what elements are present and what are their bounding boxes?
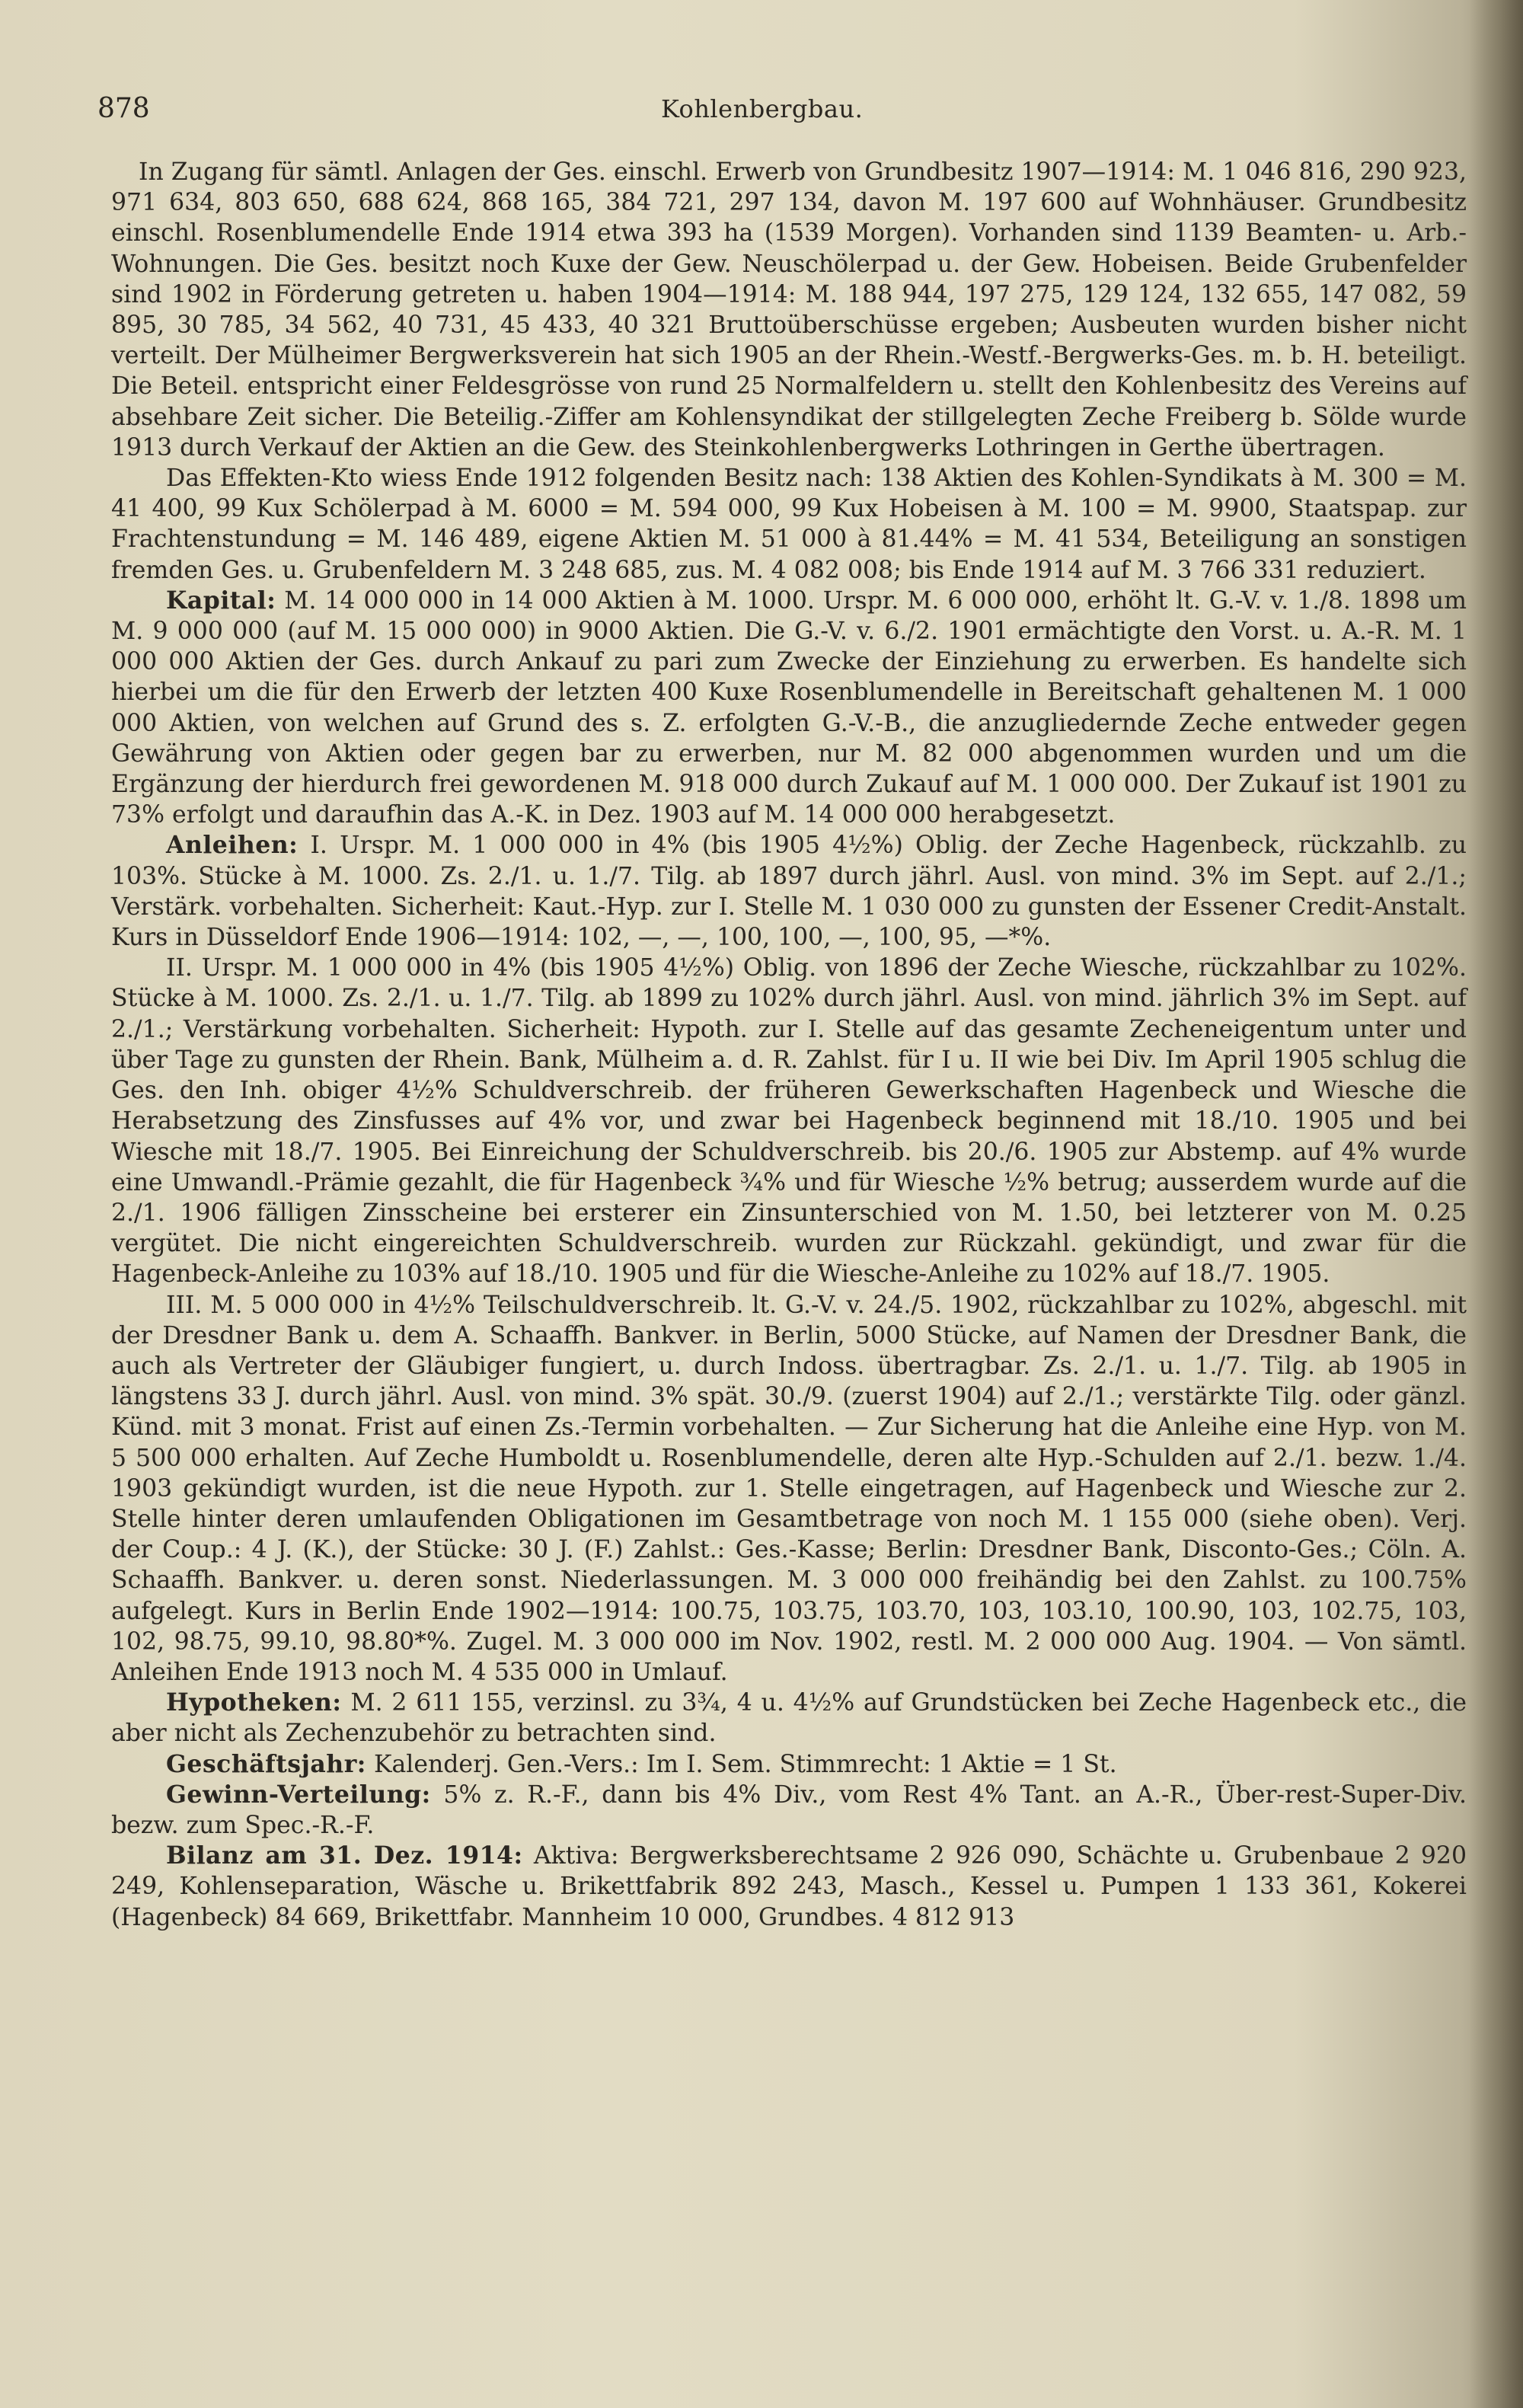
- page-edge-shadow: [1470, 0, 1523, 2408]
- paragraph-bilanz: [111, 1841, 1467, 1933]
- paragraph-hypotheken: [111, 1688, 1467, 1749]
- paragraph-kapital: [111, 586, 1467, 831]
- page-header: [97, 93, 1468, 139]
- paragraph-anleihen-i: [111, 830, 1467, 953]
- paragraph-label: Hypotheken:: [166, 1688, 342, 1717]
- paragraph-effekten: [111, 463, 1467, 586]
- running-title: Kohlenbergbau.: [661, 94, 864, 123]
- paragraph-text: III. M. 5 000 000 in 4½% Teilschuldverschreib. lt. G.-V. v. 24./5. 1902, rückzahlbar zu 102%, abgeschl. mit der Dresdner Bank u. dem A. Schaaffh. Bankver. in Berlin, 5000 Stücke, auf Namen der Dresdner Bank, die auch als Vertreter der Gläubiger fungiert, u. durch Indoss. übertragbar. Zs. 2./1. u. 1./7. Tilg. ab 1905 in längstens 33 J. durch jährl. Ausl. von mind. 3% spät. 30./9. (zuerst 1904) auf 2./1.; verstärkte Tilg. oder gänzl. Künd. mit 3 monat. Frist auf einen Zs.-Termin vorbehalten. — Zur Sicherung hat die Anleihe eine Hyp. von M. 5 500 000 erhalten. Auf Zeche Humboldt u. Rosenblumendelle, deren alte Hyp.-Schulden auf 2./1. bezw. 1./4. 1903 gekündigt wurden, ist die neue Hypoth. zur 1. Stelle eingetragen, auf Hagenbeck und Wiesche zur 2. Stelle hinter deren umlaufenden Obligationen im Gesamtbetrage von noch M. 1 155 000 (siehe oben). Verj. der Coup.: 4 J. (K.), der Stücke: 30 J. (F.) Zahlst.: Ges.-Kasse; Berlin: Dresdner Bank, Disconto-Ges.; Cöln. A. Schaaffh. Bankver. u. deren sonst. Niederlassungen. M. 3 000 000 freihändig bei den Zahlst. zu 100.75% aufgelegt. Kurs in Berlin Ende 1902—1914: 100.75, 103.75, 103.70, 103, 103.10, 100.90, 103, 102.75, 103, 102, 98.75, 99.10, 98.80*%. Zugel. M. 3 000 000 im Nov. 1902, restl. M. 2 000 000 Aug. 1904. — Von sämtl. Anleihen Ende 1913 noch M. 4 535 000 in Umlauf.: [111, 1291, 1467, 1686]
- paragraph-zugang: [111, 157, 1467, 463]
- paragraph-text: I. Urspr. M. 1 000 000 in 4% (bis 1905 4½%) Oblig. der Zeche Hagenbeck, rückzahlb. zu 103%. Stücke à M. 1000. Zs. 2./1. u. 1./7. Tilg. ab 1897 durch jährl. Ausl. von mind. 3% im Sept. auf 2./1.; Verstärk. vorbehalten. Sicherheit: Kaut.-Hyp. zur I. Stelle M. 1 030 000 zu gunsten der Essener Credit-Anstalt. Kurs in Düsseldorf Ende 1906—1914: 102, —, —, 100, 100, —, 100, 95, —*%.: [111, 832, 1467, 952]
- paragraph-text: M. 14 000 000 in 14 000 Aktien à M. 1000. Urspr. M. 6 000 000, erhöht lt. G.-V. v. 1./8. 1898 um M. 9 000 000 (auf M. 15 000 000) in 9000 Aktien. Die G.-V. v. 6./2. 1901 ermächtigte den Vorst. u. A.-R. M. 1 000 000 Aktien der Ges. durch Ankauf zu pari zum Zwecke der Einziehung zu erwerben. Es handelte sich hierbei um die für den Erwerb der letzten 400 Kuxe Rosenblumendelle in Bereitschaft gehaltenen M. 1 000 000 Aktien, von welchen auf Grund des s. Z. erfolgten G.-V.-B., die anzugliedernde Zeche entweder gegen Gewährung von Aktien oder gegen bar zu erwerben, nur M. 82 000 abgenommen wurden und um die Ergänzung der hierdurch frei gewordenen M. 918 000 durch Zukauf auf M. 1 000 000. Der Zukauf ist 1901 zu 73% erfolgt und daraufhin das A.-K. in Dez. 1903 auf M. 14 000 000 herabgesetzt.: [111, 586, 1467, 829]
- paragraph-geschaeftsjahr: [111, 1749, 1467, 1780]
- paragraph-text: Aktiva: Bergwerksberechtsame 2 926 090, Schächte u. Grubenbaue 2 920 249, Kohlenseparation, Wäsche u. Brikettfabrik 892 243, Masch., Kessel u. Pumpen 1 133 361, Kokerei (Hagenbeck) 84 669, Brikettfabr. Mannheim 10 000, Grundbes. 4 812 913: [111, 1842, 1467, 1931]
- paragraph-label: Bilanz am 31. Dez. 1914:: [166, 1841, 523, 1870]
- paragraph-label: Kapital:: [166, 586, 276, 615]
- paragraph-label: Anleihen:: [166, 831, 299, 860]
- paragraph-label: Geschäftsjahr:: [166, 1749, 366, 1778]
- paragraph-text: Kalenderj. Gen.-Vers.: Im I. Sem. Stimmrecht: 1 Aktie = 1 St.: [373, 1750, 1117, 1778]
- paragraph-text: Das Effekten-Kto wiess Ende 1912 folgenden Besitz nach: 138 Aktien des Kohlen-Syndikats à M. 300 = M. 41 400, 99 Kux Schölerpad à M. 6000 = M. 594 000, 99 Kux Hobeisen à M. 100 = M. 9900, Staatspap. zur Frachtenstundung = M. 146 489, eigene Aktien M. 51 000 à 81.44% = M. 41 534, Beteiligung an sonstigen fremden Ges. u. Grubenfeldern M. 3 248 685, zus. M. 4 082 008; bis Ende 1914 auf M. 3 766 331 reduziert.: [111, 465, 1467, 584]
- paragraph-text: In Zugang für sämtl. Anlagen der Ges. einschl. Erwerb von Grundbesitz 1907—1914: M. 1 046 816, 290 923, 971 634, 803 650, 688 624, 868 165, 384 721, 297 134, davon M. 197 600 auf Wohnhäuser. Grundbesitz einschl. Rosenblumendelle Ende 1914 etwa 393 ha (1539 Morgen). Vorhanden sind 1139 Beamten- u. Arb.-Wohnungen. Die Ges. besitzt noch Kuxe der Gew. Neuschölerpad u. der Gew. Hobeisen. Beide Grubenfelder sind 1902 in Förderung getreten u. haben 1904—1914: M. 188 944, 197 275, 129 124, 132 655, 147 082, 59 895, 30 785, 34 562, 40 731, 45 433, 40 321 Bruttoüberschüsse ergeben; Ausbeuten wurden bisher nicht verteilt. Der Mülheimer Bergwerksverein hat sich 1905 an der Rhein.-Westf.-Bergwerks-Ges. m. b. H. beteiligt. Die Beteil. entspricht einer Feldesgrösse von rund 25 Normalfeldern u. stellt den Kohlenbesitz des Vereins auf absehbare Zeit sicher. Die Beteilig.-Ziffer am Kohlensyndikat der stillgelegten Zeche Freiberg b. Sölde wurde 1913 durch Verkauf der Aktien an die Gew. des Steinkohlenbergwerks Lothringen in Gerthe übertragen.: [111, 158, 1467, 461]
- paragraph-text: 5% z. R.-F., dann bis 4% Div., vom Rest 4% Tant. an A.-R., Über-rest-Super-Div. bezw. zum Spec.-R.-F.: [111, 1780, 1467, 1839]
- page-number: 878: [97, 93, 150, 124]
- paragraph-anleihen-ii: [111, 953, 1467, 1289]
- paragraph-text: M. 2 611 155, verzinsl. zu 3¾, 4 u. 4½% auf Grundstücken bei Zeche Hagenbeck etc., die aber nicht als Zechenzubehör zu betrachten sind.: [111, 1689, 1467, 1748]
- paragraph-text: II. Urspr. M. 1 000 000 in 4% (bis 1905 4½%) Oblig. von 1896 der Zeche Wiesche, rückzahlbar zu 102%. Stücke à M. 1000. Zs. 2./1. u. 1./7. Tilg. ab 1899 zu 102% durch jährl. Ausl. von mind. jährlich 3% im Sept. auf 2./1.; Verstärkung vorbehalten. Sicherheit: Hypoth. zur I. Stelle auf das gesamte Zecheneigentum unter und über Tage zu gunsten der Rhein. Bank, Mülheim a. d. R. Zahlst. für I u. II wie bei Div. Im April 1905 schlug die Ges. den Inh. obiger 4½% Schuldverschreib. der früheren Gewerkschaften Hagenbeck und Wiesche die Herabsetzung des Zinsfusses auf 4% vor, und zwar bei Hagenbeck beginnend mit 18./10. 1905 und bei Wiesche mit 18./7. 1905. Bei Einreichung der Schuldverschreib. bis 20./6. 1905 zur Abstemp. auf 4% wurde eine Umwandl.-Prämie gezahlt, die für Hagenbeck ¾% und für Wiesche ½% betrug; ausserdem wurde auf die 2./1. 1906 fälligen Zinsscheine bei ersterer ein Zinsunterschied von M. 1.50, bei letzterer von M. 0.25 vergütet. Die nicht eingereichten Schuldverschreib. wurden zur Rückzahl. gekündigt, und zwar für die Hagenbeck-Anleihe zu 103% auf 18./10. 1905 und für die Wiesche-Anleihe zu 102% auf 18./7. 1905.: [111, 954, 1467, 1289]
- body-text: [111, 157, 1467, 1933]
- paragraph-gewinn-verteilung: [111, 1780, 1467, 1841]
- paragraph-label: Gewinn-Verteilung:: [166, 1780, 431, 1809]
- paragraph-anleihen-iii: [111, 1290, 1467, 1688]
